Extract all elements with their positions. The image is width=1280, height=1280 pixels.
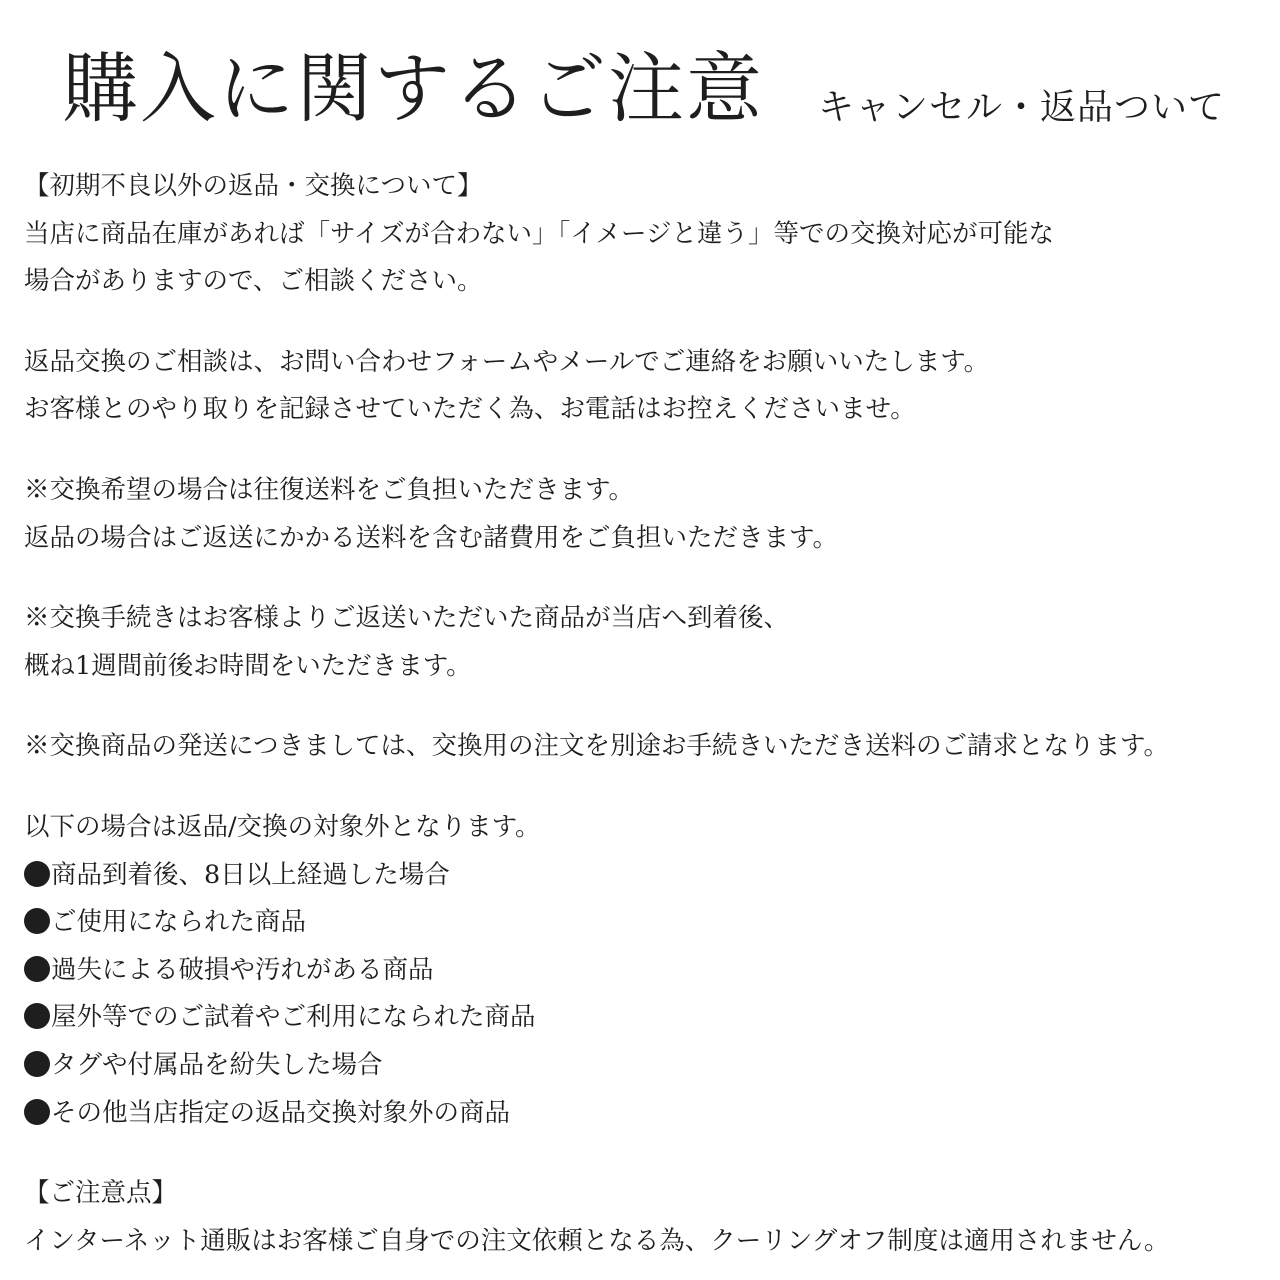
list-item (24, 899, 1276, 947)
paragraph-line: お客様とのやり取りを記録させていただく為、お電話はお控えくださいませ。 (24, 394, 916, 425)
paragraph-line: ※交換商品の発送につきましては、交換用の注文を別途お手続きいただき送料のご請求となります。 (24, 731, 1169, 762)
notes-heading: 【ご注意点】 (24, 1178, 178, 1209)
policy-section-contact (24, 339, 1276, 434)
notes-section (24, 1170, 1276, 1265)
spacer (24, 1137, 1276, 1170)
paragraph-line: 場合がありますので、ご相談ください。 (24, 266, 483, 297)
list-item (24, 1042, 1276, 1090)
page-header (62, 44, 1272, 134)
paragraph-line: ※交換手続きはお客様よりご返送いただいた商品が当店へ到着後、 (24, 603, 790, 634)
spacer (24, 562, 1276, 595)
list-item (24, 947, 1276, 995)
page-title: 購入に関するご注意 (62, 44, 764, 133)
policy-content (24, 163, 1276, 1265)
list-item (24, 852, 1276, 900)
exclusions-list (24, 804, 1276, 1137)
list-item-text: 商品到着後、8日以上経過した場合 (51, 859, 450, 890)
section-heading: 【初期不良以外の返品・交換について】 (24, 171, 483, 201)
bullet-icon (24, 908, 50, 934)
policy-section-shipping-cost (24, 467, 1276, 562)
paragraph-line: 返品の場合はご返送にかかる送料を含む諸費用をご負担いただきます。 (24, 522, 838, 553)
paragraph-line: 当店に商品在庫があれば「サイズが合わない」「イメージと違う」等での交換対応が可能な (24, 218, 1054, 249)
policy-section-exchange-time (24, 595, 1276, 690)
list-item-text: 屋外等でのご試着やご利用になられた商品 (51, 1002, 536, 1033)
bullet-icon (24, 956, 50, 982)
policy-section-exchange-order (24, 723, 1276, 771)
exclusions-intro: 以下の場合は返品/交換の対象外となります。 (24, 811, 541, 842)
notes-text: インターネット通販はお客様ご自身での注文依頼となる為、クーリングオフ制度は適用されません。 (24, 1225, 1170, 1256)
spacer (24, 306, 1276, 339)
bullet-icon (24, 1003, 50, 1029)
list-item (24, 1090, 1276, 1138)
bullet-icon (24, 1051, 50, 1077)
bullet-icon (24, 1099, 50, 1125)
spacer (24, 434, 1276, 467)
list-item-text: ご使用になられた商品 (51, 907, 307, 938)
list-item (24, 994, 1276, 1042)
spacer (24, 771, 1276, 804)
paragraph-line: 返品交換のご相談は、お問い合わせフォームやメールでご連絡をお願いいたします。 (24, 346, 990, 377)
page-subtitle: キャンセル・返品ついて (818, 87, 1226, 128)
list-item-text: その他当店指定の返品交換対象外の商品 (51, 1097, 511, 1128)
list-item-text: タグや付属品を紛失した場合 (51, 1049, 383, 1080)
paragraph-line: ※交換希望の場合は往復送料をご負担いただきます。 (24, 474, 634, 505)
paragraph-line: 概ね1週間前後お時間をいただきます。 (24, 650, 472, 681)
spacer (24, 690, 1276, 723)
bullet-icon (24, 861, 50, 887)
policy-section-returns (24, 163, 1276, 306)
list-item-text: 過失による破損や汚れがある商品 (51, 954, 434, 985)
